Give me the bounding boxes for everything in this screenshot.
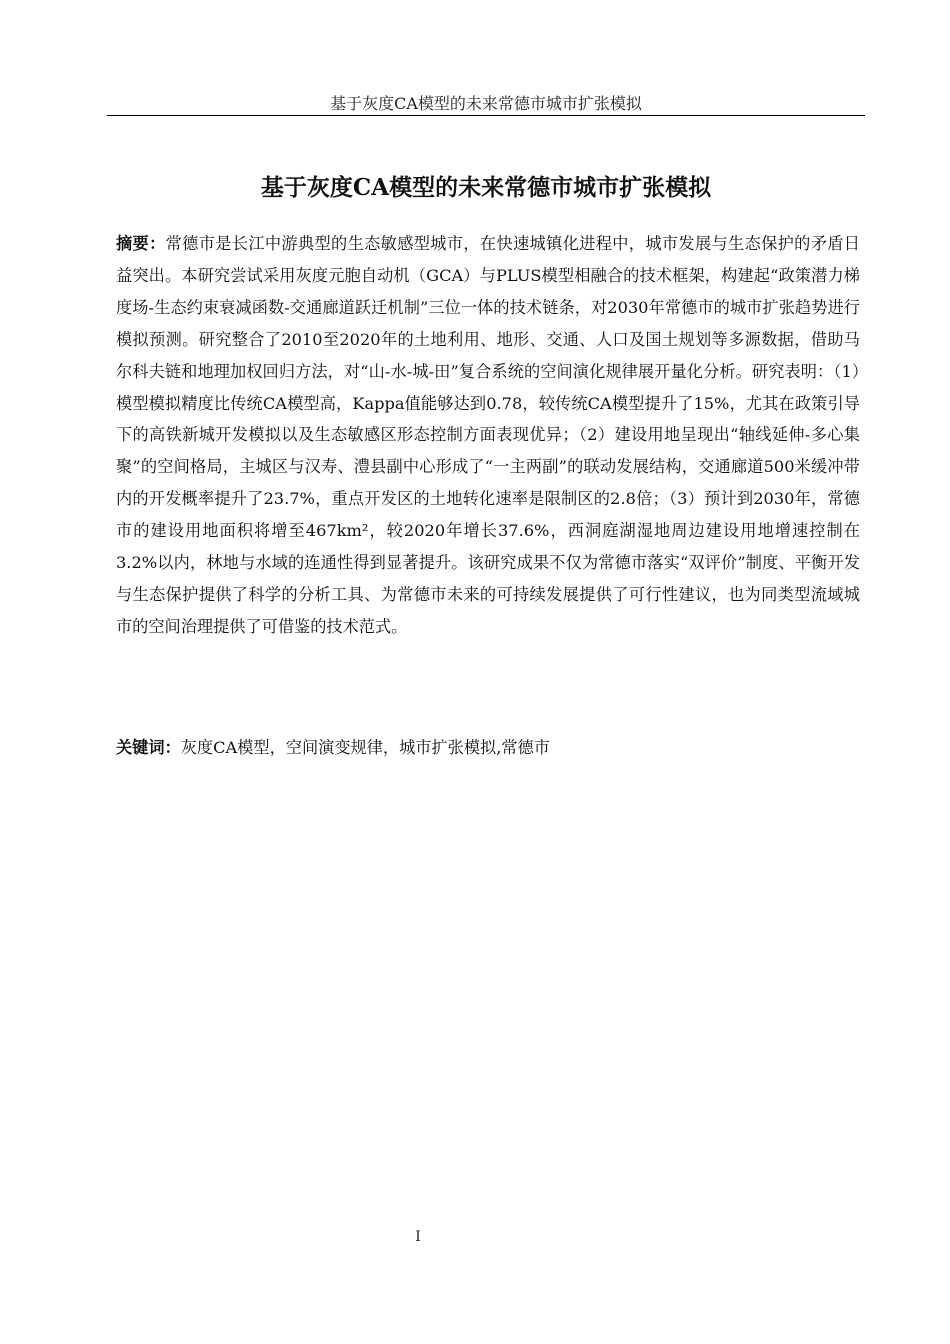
page-number: I [415, 1229, 421, 1245]
keywords-label: 关键词： [116, 738, 181, 757]
running-header: 基于灰度CA模型的未来常德市城市扩张模拟 [330, 94, 642, 113]
abstract-text: 常德市是长江中游典型的生态敏感型城市，在快速城镇化进程中，城市发展与生态保护的矛盾日益突出。本研究尝试采用灰度元胞自动机（GCA）与PLUS模型相融合的技术框架，构建起“政策潜力梯度场-生态约束衰减函数-交通廊道跃迁机制”三位一体的技术链条，对2030年常德市的城市扩张趋势进行模拟预测。研究整合了2010至2020年的土地利用、地形、交通、人口及国土规划等多源数据，借助马尔科夫链和地理加权回归方法，对“山-水-城-田”复合系统的空间演化规律展开量化分析。研究表明：（1）模型模拟精度比传统CA模型高，Kappa值能够达到0.78，较传统CA模型提升了15%，尤其在政策引导下的高铁新城开发模拟以及生态敏感区形态控制方面表现优异；（2）建设用地呈现出“轴线延伸-多心集聚”的空间格局，主城区与汉寿、澧县副中心形成了“一主两副”的联动发展结构，交通廊道500米缓冲带内的开发概率提升了23.7%，重点开发区的土地转化速率是限制区的2.8倍；（3）预计到2030年，常德市的建设用地面积将增至467km²，较2020年增长37.6%，西洞庭湖湿地周边建设用地增速控制在3.2%以内，林地与水域的连通性得到显著提升。该研究成果不仅为常德市落实“双评价”制度、平衡开发与生态保护提供了科学的分析工具、为常德市未来的可持续发展提供了可行性建议，也为同类型流域城市的空间治理提供了可借鉴的技术范式。 [116, 234, 860, 636]
header-divider [107, 115, 865, 116]
abstract-paragraph [116, 228, 860, 643]
paper-title: 基于灰度CA模型的未来常德市城市扩张模拟 [260, 174, 712, 201]
keywords-text: 灰度CA模型，空间演变规律，城市扩张模拟,常德市 [180, 738, 550, 757]
keywords-line [116, 732, 860, 764]
abstract-label: 摘要： [116, 234, 166, 253]
